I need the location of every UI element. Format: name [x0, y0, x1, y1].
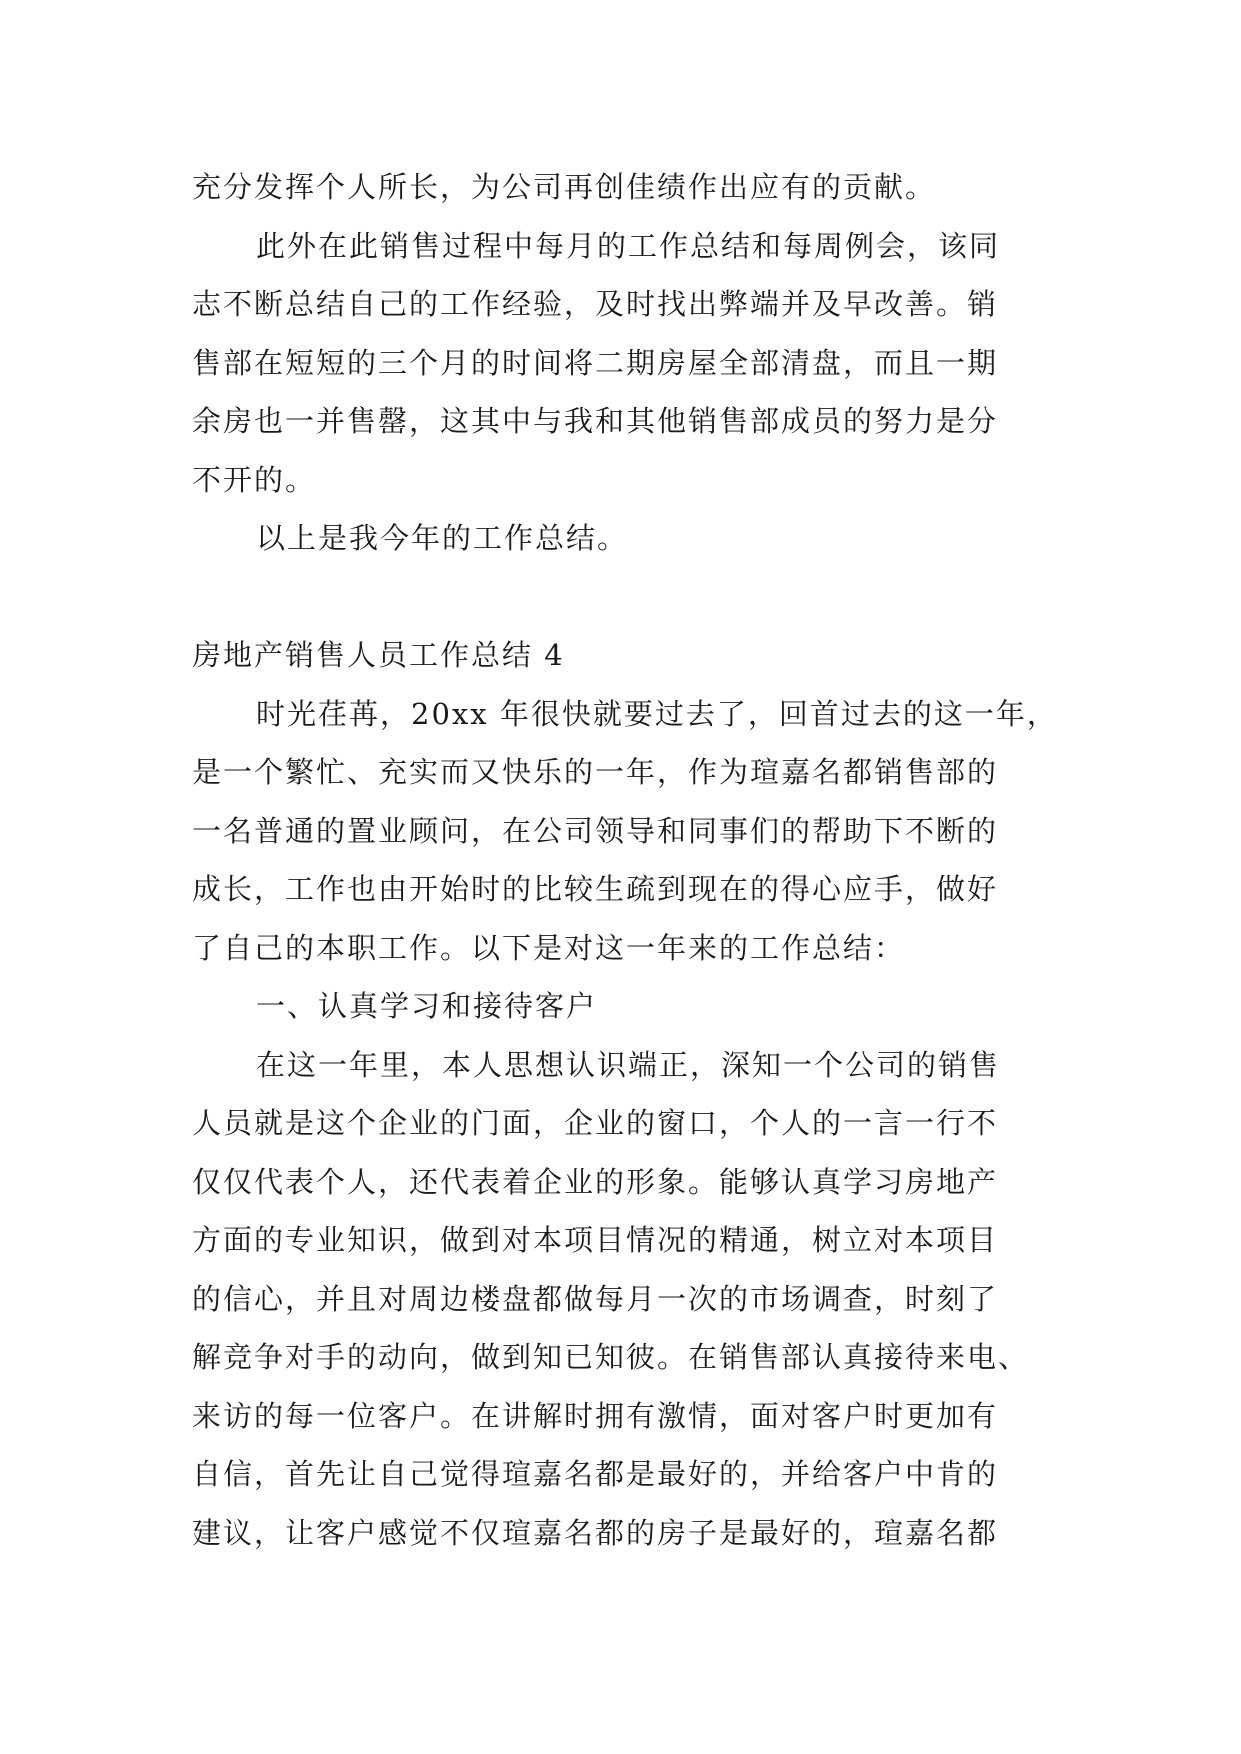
paragraph-line: 的信心，并且对周边楼盘都做每月一次的市场调查，时刻了 — [192, 1281, 999, 1316]
paragraph-line: 方面的专业知识，做到对本项目情况的精通，树立对本项目 — [192, 1223, 999, 1257]
paragraph-line: 人员就是这个企业的门面，企业的窗口，个人的一言一行不 — [192, 1106, 999, 1140]
section-title: 房地产销售人员工作总结 4 — [192, 638, 565, 672]
paragraph-line: 不开的。 — [192, 462, 317, 497]
paragraph-line: 成长，工作也由开始时的比较生疏到现在的得心应手，做好 — [192, 872, 999, 906]
paragraph-line: 解竞争对手的动向，做到知已知彼。在销售部认真接待来电、 — [192, 1340, 1030, 1374]
paragraph-line: 余房也一并售罄，这其中与我和其他销售部成员的努力是分 — [192, 404, 999, 438]
paragraph-line: 建议，让客户感觉不仅瑄嘉名都的房子是最好的，瑄嘉名都 — [192, 1515, 999, 1550]
paragraph-line: 志不断总结自己的工作经验，及时找出弊端并及早改善。销 — [192, 287, 999, 321]
paragraph-line: 来访的每一位客户。在讲解时拥有激情，面对客户时更加有 — [192, 1398, 999, 1433]
paragraph-line: 在这一年里，本人思想认识端正，深知一个公司的销售 — [256, 1047, 1001, 1082]
paragraph-line: 充分发挥个人所长，为公司再创佳绩作出应有的贡献。 — [192, 170, 937, 204]
paragraph-line: 一名普通的置业顾问，在公司领导和同事们的帮助下不断的 — [192, 813, 999, 848]
paragraph-line: 时光荏苒，20xx 年很快就要过去了，回首过去的这一年， — [256, 696, 1058, 731]
subheading: 一、认真学习和接待客户 — [256, 989, 598, 1023]
document-page — [192, 158, 1058, 1562]
paragraph-line: 了自己的本职工作。以下是对这一年来的工作总结： — [192, 930, 906, 965]
blank-line — [192, 568, 1052, 627]
paragraph-line: 以上是我今年的工作总结。 — [256, 521, 629, 555]
paragraph-line: 自信，首先让自己觉得瑄嘉名都是最好的，并给客户中肯的 — [192, 1457, 999, 1491]
paragraph-line: 仅仅代表个人，还代表着企业的形象。能够认真学习房地产 — [192, 1164, 999, 1199]
paragraph-line: 是一个繁忙、充实而又快乐的一年，作为瑄嘉名都销售部的 — [192, 755, 999, 789]
paragraph-line: 此外在此销售过程中每月的工作总结和每周例会，该同 — [256, 228, 1001, 263]
paragraph-line: 售部在短短的三个月的时间将二期房屋全部清盘，而且一期 — [192, 345, 999, 380]
